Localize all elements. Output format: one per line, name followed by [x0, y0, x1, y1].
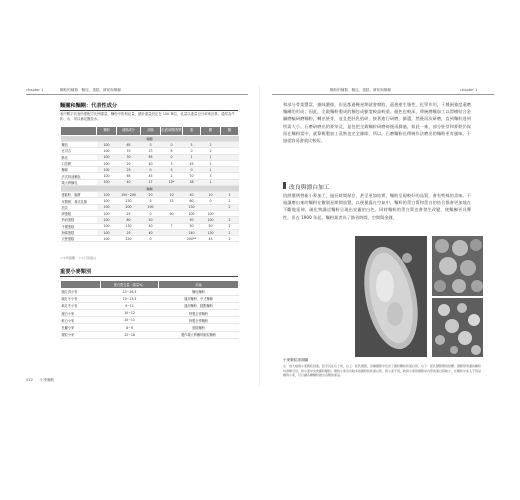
section-title-dough: 麵團和麵糊：代表性成分: [60, 103, 118, 109]
table-cell: 2: [221, 198, 239, 204]
table-cell: 220: [117, 236, 141, 242]
table-cell: 140: [183, 229, 201, 235]
right-header-chapter: chapter 1: [460, 88, 478, 92]
table-cell: 100: [201, 210, 221, 216]
table-cell: 30: [117, 154, 141, 160]
table-cell: 100: [201, 217, 221, 223]
table1-footnote: ＊牛奶固體 ＊＊只用蛋白: [60, 256, 97, 260]
row-label: 奶油蛋糕: [61, 217, 97, 223]
table-cell: 5: [183, 142, 201, 148]
table-cell: 40: [117, 179, 141, 185]
table-cell: 80: [117, 217, 141, 223]
table-cell: 100: [97, 142, 117, 148]
table-cell: 40: [141, 229, 161, 235]
row-label: 麵條: [61, 167, 97, 173]
table-cell: 100: [183, 210, 201, 216]
protein-content: 9~11: [101, 302, 159, 309]
table-cell: 100: [97, 217, 117, 223]
table-cell: 0: [141, 236, 161, 242]
table-cell: 60: [183, 198, 201, 204]
row-label: 酥皮: [61, 154, 97, 160]
table-cell: 45: [201, 236, 221, 242]
wheat-classes-table: [60, 280, 239, 339]
left-header-rule: [26, 94, 248, 95]
wheat-class-name: 硬紅春小麥: [61, 288, 101, 295]
table1-header-cell: 乳液/固態物質: [161, 127, 183, 136]
wheat-usage: 製作義大利麵的粗粒麵粉: [159, 331, 239, 338]
grain-section-micrograph: [355, 236, 427, 357]
table-cell: 3: [141, 142, 161, 148]
table2-header-cell: 用途: [159, 281, 239, 289]
wheat-class-name: 軟紅冬小麥: [61, 302, 101, 309]
table-cell: 20: [141, 192, 161, 198]
table-cell: 40: [141, 160, 161, 166]
table-cell: 100: [97, 154, 117, 160]
section-bullet: [283, 182, 286, 189]
table-cell: 1: [201, 160, 221, 166]
table1-header-cell: 油脂: [141, 127, 161, 136]
left-folio-label: 小麥麵粉: [40, 378, 55, 382]
row-label: 磅蛋糕: [61, 210, 97, 216]
table-cell: 45: [141, 173, 161, 179]
table-row: [61, 295, 239, 302]
protein-content: 12~16: [101, 331, 159, 338]
endosperm-cells-micrograph: [432, 236, 483, 296]
table-cell: 100: [97, 192, 117, 198]
row-label: 泡芙: [61, 204, 97, 210]
table-cell: 230: [117, 198, 141, 204]
table-cell: 100: [97, 173, 117, 179]
table-cell: 2: [161, 173, 183, 179]
table1-header-cell: 麵粉: [97, 127, 117, 136]
table-cell: 40: [141, 223, 161, 229]
row-label: 蛋糕粉．鬆餅: [61, 192, 97, 198]
table-cell: 2: [201, 148, 221, 154]
row-label: 法式奶油麵包: [61, 173, 97, 179]
wheat-usage: 通用麵粉、糕點麵粉: [159, 302, 239, 309]
table-cell: 5: [141, 198, 161, 204]
table-cell: 70: [183, 173, 201, 179]
table-cell: 25: [117, 167, 141, 173]
row-label: 麵包: [61, 142, 97, 148]
section-rule: [60, 110, 238, 111]
table1-group-label: 麵團: [61, 136, 239, 142]
table-cell: 50: [183, 223, 201, 229]
table-cell: 100: [97, 229, 117, 235]
table2-header-cell: 蛋白質含量（重量%）: [101, 281, 159, 289]
section-rule-2: [60, 276, 238, 277]
table-cell: 3: [201, 173, 221, 179]
table-cell: 6: [161, 148, 183, 154]
table-cell: 40: [183, 192, 201, 198]
table-cell: 1: [201, 179, 221, 185]
table-cell: 2: [221, 236, 239, 242]
table-cell: 10: [201, 192, 221, 198]
dough-batter-table: [60, 126, 239, 242]
table-cell: 100: [97, 167, 117, 173]
table-cell: 100: [97, 160, 117, 166]
row-label: 可麗餅、義式乳酪: [61, 198, 97, 204]
protein-content: 10~11: [101, 317, 159, 324]
table-cell: 100: [97, 223, 117, 229]
wheat-usage: 特製全麥麵粉: [159, 310, 239, 317]
row-label: 義大利麵包: [61, 179, 97, 185]
table-cell: 100: [97, 198, 117, 204]
wheat-class-name: 硬紅冬小麥: [61, 295, 101, 302]
table-cell: 50: [141, 217, 161, 223]
table-cell: 20: [117, 160, 141, 166]
table1-group-label: 麵糊: [61, 186, 239, 192]
table-cell: 7: [161, 223, 183, 229]
table-cell: 45: [183, 160, 201, 166]
wheat-class-name: 軟白小麥: [61, 317, 101, 324]
table-cell: 17: [141, 179, 161, 185]
right-paragraph-1: 和部分骨架豐富，風味濃郁，但是都過幾星期就會腐敗，還會產生脂性，化學作用，于種兩強度還磨麵團的形成；因此，全穀麵粉製成的麵包成膨度較高較重。顏色也較深，傳統磨麵加工以滑槽結合金屬磨輪研磨麵粉，轉出胚芽，並且把胚乳掐碎，接著進行研磨，篩選，然後再次研磨，直到麵粒達到所需大小。石磨研磨出的麥芽及，是包把全穀麵粒研磨碎後再篩過，如此一來，部分胚芽和麥麩仍保留在麵粉當中，就算輕製加工蒸熟也完全篩除，所以，石磨麵粉比傳統作法磨出的麵粉更有風味，不過就容易會就比較短。: [283, 102, 471, 144]
table-cell: 0: [183, 148, 201, 154]
table1-header-cell: 液態成分: [117, 127, 141, 136]
table-row: [61, 324, 239, 331]
table-row: [61, 236, 239, 242]
table-cell: 0: [201, 198, 221, 204]
table-cell: 5: [161, 167, 183, 173]
table-cell: 100: [97, 204, 117, 210]
table-cell: 3: [161, 160, 183, 166]
table-cell: 65: [141, 154, 161, 160]
table-cell: 200**: [183, 236, 201, 242]
table-cell: 70: [117, 148, 141, 154]
table-row: [61, 288, 239, 295]
row-label: 海綿蛋糕: [61, 229, 97, 235]
right-header-rule: [272, 94, 494, 95]
table-row: [61, 331, 239, 338]
table-cell: 15*: [161, 179, 183, 185]
table1-header-cell: 鹽: [221, 127, 239, 136]
page-gutter: [259, 86, 260, 386]
table-cell: 1: [201, 167, 221, 173]
section-title-wheat: 重要小麥類別: [60, 269, 92, 275]
table-cell: 150~200: [117, 192, 141, 198]
table-cell: 0: [161, 142, 183, 148]
wheat-class-name: 硬白小麥: [61, 310, 101, 317]
table-cell: 130: [117, 223, 141, 229]
table-cell: 15: [161, 198, 183, 204]
table-cell: 50: [183, 217, 201, 223]
wheat-class-name: 硬粒小麥: [61, 331, 101, 338]
table-cell: 0: [141, 167, 161, 173]
table-row: [61, 302, 239, 309]
left-header-chapter: chapter 1: [26, 88, 44, 92]
table-cell: 2: [221, 223, 239, 229]
table-cell: 65: [117, 173, 141, 179]
wheat-usage: 特製全麥麵粉: [159, 317, 239, 324]
table-cell: 10: [161, 192, 183, 198]
right-header-title: 麵粉的種類．麵包、蛋糕、餅乾與麵條: [330, 88, 392, 92]
table-cell: 200: [117, 204, 141, 210]
table-cell: 130: [183, 204, 201, 210]
table-cell: 0: [183, 167, 201, 173]
protein-content: 10~12: [101, 310, 159, 317]
table-cell: 2: [221, 229, 239, 235]
wheat-usage: 通用麵粉、中式麵條: [159, 295, 239, 302]
table-cell: 2: [201, 142, 221, 148]
table-cell: 90: [161, 210, 183, 216]
protein-content: 8~9: [101, 324, 159, 331]
left-header-title: 麵粉的種類．麵包、蛋糕、餅乾與麵條: [60, 88, 122, 92]
wheat-usage: 蛋糕麵粉: [159, 324, 239, 331]
table1-header-cell: 蛋: [183, 127, 201, 136]
table-cell: 1: [201, 154, 221, 160]
left-folio: 012: [26, 378, 33, 382]
row-label: 天使蛋糕: [61, 236, 97, 242]
table-cell: 2: [221, 204, 239, 210]
table-cell: 2: [221, 192, 239, 198]
table-cell: 100: [97, 179, 117, 185]
table-cell: 130: [201, 229, 221, 235]
table-cell: 25: [117, 229, 141, 235]
wheat-class-name: 杜蘭小麥: [61, 324, 101, 331]
table-cell: 65: [117, 142, 141, 148]
section-title-improvement: 改良與漂白加工: [289, 185, 330, 191]
row-label: 千層蛋糕: [61, 223, 97, 229]
table-cell: 28: [183, 179, 201, 185]
table1-header-cell: 糖: [201, 127, 221, 136]
table-cell: 100: [97, 236, 117, 242]
protein-content: 10~13.5: [101, 295, 159, 302]
table2-header-cell: [61, 281, 101, 289]
row-label: 比司吉: [61, 148, 97, 154]
starch-granules-micrograph: [432, 298, 483, 357]
table-cell: 0: [141, 210, 161, 216]
table-row: [61, 310, 239, 317]
wheat-usage: 麵包麵粉: [159, 288, 239, 295]
table-row: [61, 317, 239, 324]
row-label: 口苗餅: [61, 160, 97, 166]
table-cell: 100: [141, 204, 161, 210]
table-cell: 2: [221, 217, 239, 223]
table-cell: [161, 236, 183, 242]
table-cell: 100: [97, 210, 117, 216]
protein-content: 13~16.5: [101, 288, 159, 295]
table-cell: 0: [161, 154, 183, 160]
table1-intro: 表中數字代表所需配方比例重量，麵粉中的划記量，總計重量設定在 100 單位，乳量以重量百分率來計算，通常為牛奶、水，用以補足鹽及水。: [60, 112, 235, 121]
table1-header-cell: [61, 127, 97, 136]
table-cell: 1: [183, 154, 201, 160]
right-paragraph-2: 依照慣例替新小麥加工，過長時間保存，甚至更加結實，麵粉呈現較好的品質，會有特殊的美味，不過讓磨出來的麵粉在數個星期間放置，以便暴露在空氣中，麵粉的蛋白質和蛋白的結合都會更加地在不斷地延伸，硫化物讓這麵粉呈現出亮麗的白色，同時麵粉的蛋白質也會發生改變，使麵團更具彈性。但在 1900 年起，麵粉業者為了節省時間，空間與金錢，: [283, 193, 471, 220]
table-cell: 100: [97, 148, 117, 154]
table-cell: 50: [201, 223, 221, 229]
figure-caption: 左：放大檢視小麥穀粒剖面。胚芽長在右上角，右上：胚乳細胞，這種細胞中包含了澱粉顆粒和蛋白質，右下：胚乳細胞間的結構，細胞壁周邊的顆粒均清晰可見，和小麥中央的澱粉顆粒。硬粒小麥含有較多的澱粉粒和蛋白質，與小麥不同，軟質小麥的細胞是內部的蛋白質較少，在麵粉中加入不同品種的小麥，可以讓各種麵粉做出各類的產品。: [283, 364, 482, 378]
caption-title: 小麥穀粒剖面圖: [283, 358, 309, 362]
table-cell: 13: [141, 148, 161, 154]
table-cell: 25: [117, 210, 141, 216]
